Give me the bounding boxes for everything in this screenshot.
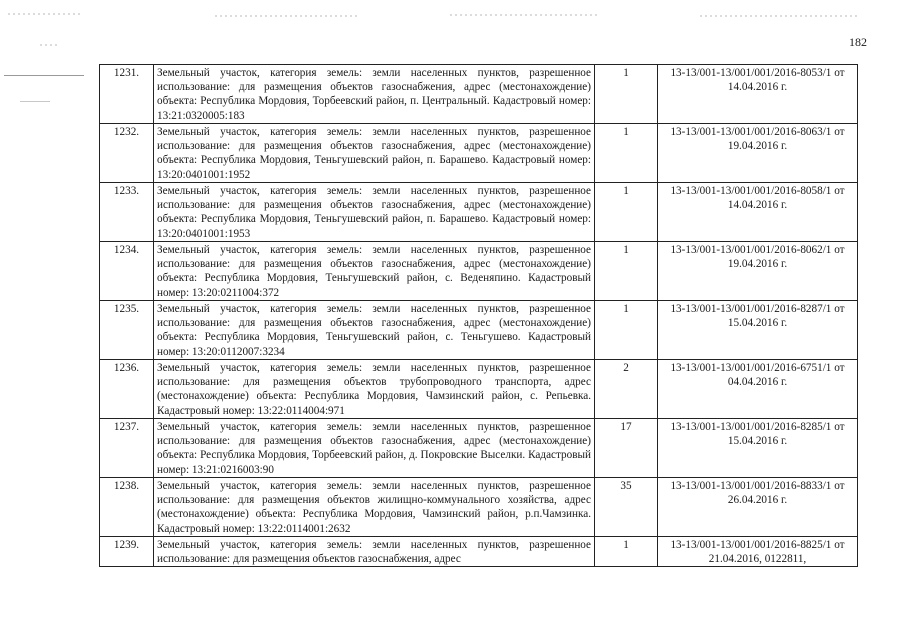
table-row <box>100 537 858 567</box>
row-number: 1238. <box>100 478 154 537</box>
land-plot-description: Земельный участок, категория земель: земли населенных пунктов, разрешенное использование: для размещения объектов газоснабжения, адрес (местонахождение) объекта: Республика Мордовия, Торбеевский район, д. Покровские Выселки. Кадастровый номер: 13:21:0216003:90 <box>154 419 595 478</box>
registration-record: 13-13/001-13/001/001/2016-8285/1 от 15.04.2016 г. <box>658 419 858 478</box>
registration-record: 13-13/001-13/001/001/2016-8058/1 от 14.04.2016 г. <box>658 183 858 242</box>
row-number: 1232. <box>100 124 154 183</box>
margin-mark <box>20 101 50 102</box>
row-number: 1235. <box>100 301 154 360</box>
land-plot-description: Земельный участок, категория земель: земли населенных пунктов, разрешенное использование: для размещения объектов газоснабжения, адрес (местонахождение) объекта: Республика Мордовия, Теньгушевский район, п. Барашево. Кадастровый номер: 13:20:0401001:1953 <box>154 183 595 242</box>
row-number: 1236. <box>100 360 154 419</box>
row-number: 1234. <box>100 242 154 301</box>
area-value: 1 <box>595 242 658 301</box>
row-number: 1237. <box>100 419 154 478</box>
land-plot-description: Земельный участок, категория земель: земли населенных пунктов, разрешенное использование: для размещения объектов газоснабжения, адрес (местонахождение) объекта: Республика Мордовия, Торбеевский район, п. Центральный. Кадастровый номер: 13:21:0320005:183 <box>154 65 595 124</box>
scan-header-noise <box>0 0 905 60</box>
table-row <box>100 183 858 242</box>
registration-record: 13-13/001-13/001/001/2016-8833/1 от 26.04.2016 г. <box>658 478 858 537</box>
land-plot-description: Земельный участок, категория земель: земли населенных пунктов, разрешенное использование: для размещения объектов газоснабжения, адрес (местонахождение) объекта: Республика Мордовия, Теньгушевский район, с. Теньгушево. Кадастровый номер: 13:20:0112007:3234 <box>154 301 595 360</box>
table-row <box>100 419 858 478</box>
land-registry-table <box>99 64 858 567</box>
registration-record: 13-13/001-13/001/001/2016-8062/1 от 19.04.2016 г. <box>658 242 858 301</box>
registration-record: 13-13/001-13/001/001/2016-8053/1 от 14.04.2016 г. <box>658 65 858 124</box>
registration-record: 13-13/001-13/001/001/2016-6751/1 от 04.04.2016 г. <box>658 360 858 419</box>
land-plot-description: Земельный участок, категория земель: земли населенных пунктов, разрешенное использование: для размещения объектов газоснабжения, адрес (местонахождение) объекта: Республика Мордовия, Теньгушевский район, п. Барашево. Кадастровый номер: 13:20:0401001:1952 <box>154 124 595 183</box>
area-value: 2 <box>595 360 658 419</box>
table-row <box>100 242 858 301</box>
margin-mark <box>4 75 84 76</box>
area-value: 1 <box>595 124 658 183</box>
area-value: 1 <box>595 537 658 567</box>
table-row <box>100 360 858 419</box>
registration-record: 13-13/001-13/001/001/2016-8287/1 от 15.04.2016 г. <box>658 301 858 360</box>
row-number: 1239. <box>100 537 154 567</box>
table-row <box>100 301 858 360</box>
registration-record: 13-13/001-13/001/001/2016-8825/1 от 21.04.2016, 0122811, <box>658 537 858 567</box>
row-number: 1231. <box>100 65 154 124</box>
table-row <box>100 124 858 183</box>
land-plot-description: Земельный участок, категория земель: земли населенных пунктов, разрешенное использование: для размещения объектов трубопроводного транспорта, адрес (местонахождение) объекта: Республика Мордовия, Чамзинский район, с. Репьевка. Кадастровый номер: 13:22:0114004:971 <box>154 360 595 419</box>
area-value: 35 <box>595 478 658 537</box>
area-value: 1 <box>595 183 658 242</box>
page-number: 182 <box>849 35 867 49</box>
land-plot-description: Земельный участок, категория земель: земли населенных пунктов, разрешенное использование: для размещения объектов жилищно-коммунального хозяйства, адрес (местонахождение) объекта: Республика Мордовия, Чамзинский район, р.п.Чамзинка. Кадастровый номер: 13:22:0114001:2632 <box>154 478 595 537</box>
area-value: 17 <box>595 419 658 478</box>
area-value: 1 <box>595 65 658 124</box>
row-number: 1233. <box>100 183 154 242</box>
land-plot-description: Земельный участок, категория земель: земли населенных пунктов, разрешенное использование: для размещения объектов газоснабжения, адрес (местонахождение) объекта: Республика Мордовия, Теньгушевский район, с. Веденяпино. Кадастровый номер: 13:20:0211004:372 <box>154 242 595 301</box>
table-row <box>100 478 858 537</box>
registration-record: 13-13/001-13/001/001/2016-8063/1 от 19.04.2016 г. <box>658 124 858 183</box>
land-plot-description: Земельный участок, категория земель: земли населенных пунктов, разрешенное использование: для размещения объектов газоснабжения, адрес <box>154 537 595 567</box>
area-value: 1 <box>595 301 658 360</box>
table-row <box>100 65 858 124</box>
